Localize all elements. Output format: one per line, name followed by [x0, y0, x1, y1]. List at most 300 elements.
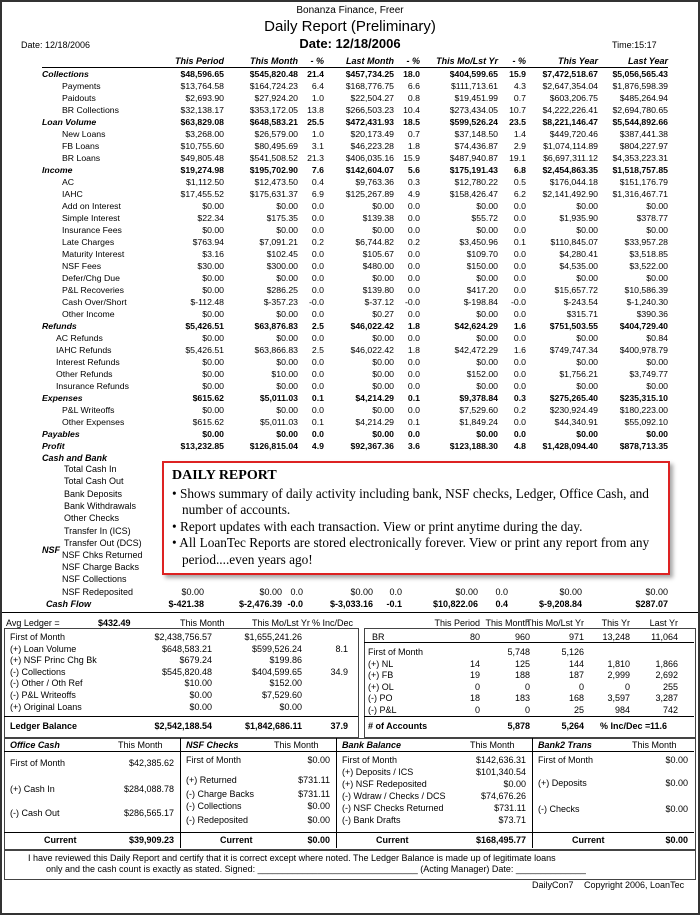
- nsf-redeposited-value: $0.00: [455, 587, 478, 597]
- row-value: $1,849.24: [459, 417, 498, 427]
- row-value: $615.62: [192, 393, 224, 403]
- row-value: $266,503.23: [345, 105, 394, 115]
- row-value: $0.00: [372, 369, 394, 379]
- row-value: $0.00: [576, 201, 598, 211]
- row-value: $0.00: [202, 405, 224, 415]
- ledger-balance-a: $2,542,188.54: [154, 721, 212, 731]
- row-value: $0.00: [276, 309, 298, 319]
- row-value: 0.1: [311, 417, 324, 427]
- cash-bank-item: Transfer In (ICS): [64, 525, 131, 536]
- summary-row: [42, 272, 668, 284]
- row-value: 0.8: [407, 93, 420, 103]
- row-value: $0.00: [276, 405, 298, 415]
- accounts-row-value: 14: [469, 658, 480, 669]
- row-value: $449,720.46: [549, 129, 598, 139]
- accounts-row-value: 187: [568, 670, 584, 681]
- summary-row: [42, 188, 668, 200]
- ledger-row-lst-yr: $152.00: [269, 678, 302, 689]
- summary-row: [42, 116, 668, 128]
- cash-bank-item: Transfer Out (DCS): [64, 537, 142, 548]
- summary-row: [42, 200, 668, 212]
- row-value: $230,924.49: [549, 405, 598, 415]
- nsf-label: NSF: [42, 545, 60, 555]
- row-value: 0.0: [407, 369, 420, 379]
- row-value: $3,749.77: [629, 369, 668, 379]
- company-name: Bonanza Finance, Freer: [296, 5, 404, 16]
- nsf-checks-row-value: $731.11: [298, 789, 330, 799]
- row-label: Simple Interest: [62, 213, 120, 223]
- office-cash-current-value: $39,909.23: [128, 835, 174, 845]
- row-value: $1,316,467.71: [612, 189, 668, 199]
- row-value: $0.27: [372, 309, 394, 319]
- cash-bank-item: Bank Deposits: [64, 488, 123, 499]
- row-label: P&L Writeoffs: [62, 405, 115, 415]
- row-value: $175,631.37: [249, 189, 298, 199]
- row-value: $0.00: [476, 273, 498, 283]
- ledger-col-pct: % Inc/Dec: [312, 618, 354, 628]
- summary-row: [42, 428, 668, 440]
- row-value: $139.38: [362, 213, 394, 223]
- row-value: $480.00: [362, 261, 394, 271]
- row-value: $-112.48: [190, 297, 224, 307]
- row-value: $46,022.42: [350, 321, 394, 331]
- ledger-row-this-month: $648,583.21: [161, 643, 212, 654]
- row-value: $13,764.58: [180, 81, 224, 91]
- nsf-checks-row-value: $0.00: [307, 755, 330, 765]
- row-value: -0.0: [405, 297, 420, 307]
- row-value: 4.3: [513, 81, 526, 91]
- cash-bank-item: Total Cash Out: [64, 476, 124, 487]
- row-value: $0.00: [202, 225, 224, 235]
- row-value: $3,518.85: [629, 249, 668, 259]
- accounts-row-label: (-) PO: [368, 693, 393, 704]
- row-value: $390.36: [636, 309, 668, 319]
- row-value: $0.00: [646, 381, 668, 391]
- accounts-row-value: 0: [624, 681, 630, 692]
- summary-row: [42, 152, 668, 164]
- accounts-br-value: 960: [514, 632, 530, 642]
- accounts-col: Last Yr: [649, 618, 678, 628]
- nsf-item: NSF Charge Backs: [62, 562, 140, 573]
- bank-balance-title: Bank Balance: [342, 740, 402, 750]
- bank-balance-row-label: (-) NSF Checks Returned: [342, 803, 444, 813]
- nsf-checks-col: This Month: [274, 740, 319, 750]
- row-value: $599,526.24: [449, 117, 498, 127]
- bank-balance-row-value: $731.11: [494, 803, 526, 813]
- summary-row: [42, 380, 668, 392]
- row-value: $1,518,757.85: [612, 165, 668, 175]
- row-value: 1.8: [407, 321, 420, 331]
- row-value: $1,876,598.39: [612, 81, 668, 91]
- row-value: $0.00: [202, 273, 224, 283]
- row-label: Other Expenses: [62, 417, 125, 427]
- row-value: 4.8: [513, 441, 526, 451]
- accounts-row-value: 18: [469, 693, 480, 704]
- ledger-row-label: (-) Other / Oth Ref: [10, 678, 83, 689]
- row-value: $235,315.10: [619, 393, 668, 403]
- row-value: $102.45: [266, 249, 298, 259]
- summary-table: [42, 55, 668, 452]
- row-value: $406,035.16: [345, 153, 394, 163]
- row-value: $152.00: [466, 369, 498, 379]
- row-value: 0.0: [311, 285, 324, 295]
- row-label: Other Income: [62, 309, 115, 319]
- cash-flow-value: $-2,476.39: [238, 599, 282, 609]
- row-value: 25.5: [307, 117, 324, 127]
- row-value: $168,776.75: [345, 81, 394, 91]
- row-value: 4.9: [407, 189, 420, 199]
- row-label: BR Collections: [62, 105, 119, 115]
- nsf-redeposited-value: $0.00: [645, 587, 668, 597]
- row-value: $44,340.91: [554, 417, 598, 427]
- row-label: NSF Fees: [62, 261, 102, 271]
- summary-row: [42, 128, 668, 140]
- office-cash-row-value: $42,385.62: [128, 758, 174, 768]
- row-value: $10,755.60: [180, 141, 224, 151]
- ledger-row-label: (+) Original Loans: [10, 701, 82, 712]
- bank2-trans-current-label: Current: [572, 835, 605, 845]
- row-value: $12,780.22: [454, 177, 498, 187]
- accounts-row-value: 188: [514, 670, 530, 681]
- accounts-row-value: 0: [474, 681, 480, 692]
- row-value: $46,022.42: [350, 345, 394, 355]
- row-value: $55,092.10: [624, 417, 668, 427]
- row-value: 0.0: [407, 285, 420, 295]
- row-value: $0.00: [576, 357, 598, 367]
- accounts-row-value: 2,999: [607, 670, 630, 681]
- row-value: 21.3: [307, 153, 324, 163]
- row-value: $648,583.21: [249, 117, 298, 127]
- row-value: 10.7: [509, 105, 526, 115]
- row-value: $417.20: [466, 285, 498, 295]
- row-value: 0.1: [311, 393, 324, 403]
- bank-balance-current-label: Current: [376, 835, 409, 845]
- row-label: Cash Over/Short: [62, 297, 127, 307]
- row-label: Other Refunds: [56, 369, 113, 379]
- nsf-checks-row-value: $0.00: [307, 815, 330, 825]
- row-value: $0.00: [202, 201, 224, 211]
- ledger-row-lst-yr: $599,526.24: [251, 643, 302, 654]
- row-label: Collections: [42, 69, 89, 79]
- row-value: $150.00: [466, 261, 498, 271]
- nsf-checks-row-label: (+) Returned: [186, 775, 237, 785]
- bank2-trans-row-value: $0.00: [665, 778, 688, 788]
- row-value: $3,268.00: [185, 129, 224, 139]
- row-value: 0.0: [407, 249, 420, 259]
- row-value: 0.0: [513, 249, 526, 259]
- row-value: $105.67: [362, 249, 394, 259]
- row-value: 10.4: [403, 105, 420, 115]
- row-value: $37,148.50: [454, 129, 498, 139]
- row-value: $142,604.07: [345, 165, 394, 175]
- cash-bank-item: Total Cash In: [64, 464, 117, 474]
- row-label: AC Refunds: [56, 333, 103, 343]
- row-value: $353,172.05: [249, 105, 298, 115]
- row-value: $485,264.94: [619, 93, 668, 103]
- office-cash-current-line: [4, 832, 180, 833]
- row-value: 2.9: [513, 141, 526, 151]
- row-value: $5,426.51: [185, 321, 224, 331]
- bank-balance-row-label: (-) Wdraw / Checks / DCS: [342, 791, 446, 801]
- row-value: $749,747.34: [549, 345, 598, 355]
- bank-balance-row-value: $74,676.26: [480, 791, 526, 801]
- ledger-row-pct: 8.1: [335, 643, 348, 654]
- row-value: $457,734.25: [345, 69, 394, 79]
- row-value: 23.5: [509, 117, 526, 127]
- row-value: $42,624.29: [454, 321, 498, 331]
- callout-bullet: • Report updates with each transaction. View or print anytime during the day.: [172, 519, 660, 536]
- office-cash-row-value: $286,565.17: [123, 808, 174, 818]
- accounts-row-value: 0: [524, 705, 530, 715]
- ledger-divider: [4, 716, 358, 717]
- row-value: $751,503.55: [549, 321, 598, 331]
- row-value: $7,529.60: [459, 405, 498, 415]
- accounts-row-label: (+) NL: [368, 658, 394, 669]
- row-value: 0.2: [407, 237, 420, 247]
- row-value: $10.00: [271, 369, 298, 379]
- row-value: 15.9: [403, 153, 420, 163]
- row-value: 0.3: [513, 393, 526, 403]
- row-value: $0.00: [372, 405, 394, 415]
- ledger-row-lst-yr: $0.00: [279, 701, 302, 712]
- ledger-balance-c: 37.9: [330, 721, 348, 731]
- row-value: $0.00: [476, 429, 498, 439]
- row-value: 0.0: [407, 405, 420, 415]
- bank2-trans-row-label: (+) Deposits: [538, 778, 587, 788]
- certify-line-1: I have reviewed this Daily Report and certify that it is correct except where noted. The Ledger Balance is made up of legitimate loans: [28, 853, 556, 863]
- accounts-row-value: 3,597: [607, 693, 630, 704]
- bank-balance-row-value: $142,636.31: [475, 755, 526, 765]
- row-value: $74,436.87: [454, 141, 498, 151]
- row-value: $48,596.65: [180, 69, 224, 79]
- summary-row: [42, 332, 668, 344]
- nsf-checks-current-line: [180, 832, 336, 833]
- row-value: 1.6: [513, 345, 526, 355]
- ledger-row-lst-yr: $199.86: [269, 655, 302, 666]
- row-value: $2,693.90: [185, 93, 224, 103]
- row-value: $0.00: [372, 273, 394, 283]
- row-value: 0.0: [311, 333, 324, 343]
- row-value: $0.00: [476, 201, 498, 211]
- row-value: $0.00: [372, 357, 394, 367]
- accounts-br-value: 971: [568, 632, 584, 642]
- accounts-total-label: # of Accounts: [368, 721, 428, 731]
- row-label: P&L Recoveries: [62, 285, 124, 295]
- row-value: 0.1: [407, 417, 420, 427]
- row-value: 0.0: [513, 213, 526, 223]
- row-label: Interest Refunds: [56, 357, 120, 367]
- accounts-row-value: 168: [568, 693, 584, 704]
- row-value: $0.00: [202, 369, 224, 379]
- row-value: 0.0: [407, 429, 420, 439]
- col-pct-2: - %: [394, 55, 420, 68]
- row-value: $4,535.00: [559, 261, 598, 271]
- cash-flow-value: $-9,208.84: [538, 599, 582, 609]
- ledger-row-pct: 34.9: [330, 666, 348, 677]
- row-label: Insurance Refunds: [56, 381, 129, 391]
- row-label: Defer/Chg Due: [62, 273, 120, 283]
- nsf-checks-row-value: $731.11: [298, 775, 330, 785]
- row-value: $-198.84: [463, 297, 498, 307]
- summary-row: [42, 368, 668, 380]
- bank2-trans-row-label: (-) Checks: [538, 804, 580, 814]
- accounts-row-value: 25: [573, 705, 584, 715]
- summary-row: [42, 104, 668, 116]
- cash-flow-value: -0.1: [386, 599, 402, 609]
- row-value: 0.0: [311, 225, 324, 235]
- row-value: 18.5: [403, 117, 420, 127]
- row-label: Payables: [42, 429, 80, 439]
- ledger-row-this-month: $0.00: [189, 690, 212, 700]
- bank-balance-row-value: $0.00: [503, 779, 526, 789]
- row-value: $6,744.82: [355, 237, 394, 247]
- row-label: Insurance Fees: [62, 225, 122, 235]
- row-value: $0.00: [646, 201, 668, 211]
- col-pct-3: - %: [498, 55, 526, 68]
- row-value: $180,223.00: [619, 405, 668, 415]
- row-value: $176,044.18: [549, 177, 598, 187]
- summary-row: [42, 164, 668, 176]
- accounts-row-value: 1,866: [655, 658, 678, 669]
- bank2-trans-row-value: $0.00: [665, 804, 688, 814]
- row-value: $9,378.84: [459, 393, 498, 403]
- row-value: $1,112.50: [185, 177, 224, 187]
- row-label: Payments: [62, 81, 101, 91]
- summary-row: [42, 212, 668, 224]
- row-value: $46,223.28: [350, 141, 394, 151]
- accounts-row-value: 3,287: [655, 693, 678, 704]
- summary-row: [42, 416, 668, 428]
- row-label: Maturity Interest: [62, 249, 125, 259]
- row-value: $0.00: [276, 333, 298, 343]
- ledger-row-lst-yr: $7,529.60: [261, 690, 302, 700]
- row-value: 15.9: [509, 69, 526, 79]
- row-label: Late Charges: [62, 237, 115, 247]
- bank-balance-current-line: [336, 832, 532, 833]
- row-value: $804,227.97: [619, 141, 668, 151]
- accounts-row-label: (+) OL: [368, 681, 394, 692]
- row-value: $0.00: [276, 225, 298, 235]
- row-value: 6.9: [311, 189, 324, 199]
- row-value: $0.00: [276, 429, 298, 439]
- nsf-redeposited-value: 0.0: [389, 587, 402, 597]
- row-value: $109.70: [466, 249, 498, 259]
- copyright: Copyright 2006, LoanTec: [584, 880, 685, 890]
- col-pct-1: - %: [298, 55, 324, 68]
- row-value: 3.1: [311, 141, 324, 151]
- row-value: $80,495.69: [254, 141, 298, 151]
- row-value: $17,455.52: [180, 189, 224, 199]
- row-value: $0.00: [476, 309, 498, 319]
- row-value: 0.0: [311, 201, 324, 211]
- row-value: $30.00: [197, 261, 224, 271]
- avg-ledger-label: Avg Ledger =: [6, 618, 60, 628]
- row-value: $7,472,518.67: [542, 69, 598, 79]
- row-value: $0.00: [372, 429, 394, 439]
- row-value: $2,141,492.90: [542, 189, 598, 199]
- ledger-row-this-month: $2,438,756.57: [154, 632, 212, 642]
- row-value: $0.00: [646, 225, 668, 235]
- row-value: $0.00: [576, 333, 598, 343]
- row-value: 0.0: [407, 357, 420, 367]
- row-value: 3.6: [407, 441, 420, 451]
- row-value: $300.00: [266, 261, 298, 271]
- summary-header-row: [42, 55, 668, 68]
- row-value: $0.00: [202, 429, 224, 439]
- ledger-col-this-month: This Month: [180, 618, 225, 628]
- row-value: 0.0: [513, 225, 526, 235]
- row-value: $487,940.87: [449, 153, 498, 163]
- row-value: $878,713.35: [619, 441, 668, 451]
- ledger-row-this-month: $545,820.48: [161, 666, 212, 677]
- row-value: $0.00: [276, 201, 298, 211]
- row-value: $0.00: [276, 273, 298, 283]
- office-cash-row-label: First of Month: [10, 758, 66, 768]
- row-value: -0.0: [511, 297, 526, 307]
- row-value: $15,657.72: [554, 285, 598, 295]
- row-value: $20,173.49: [350, 129, 394, 139]
- nsf-redeposited-value: $0.00: [350, 587, 373, 597]
- row-value: $2,694,780.65: [612, 105, 668, 115]
- report-title: Daily Report (Preliminary): [264, 18, 436, 35]
- row-value: 1.4: [513, 129, 526, 139]
- row-value: $10,586.39: [624, 285, 668, 295]
- col-this-period: This Period: [146, 55, 224, 68]
- ledger-row-this-month: $0.00: [189, 701, 212, 712]
- report-date-left: Date: 12/18/2006: [21, 40, 91, 50]
- accounts-row-value: 255: [662, 681, 678, 692]
- row-value: 0.0: [513, 333, 526, 343]
- row-value: 0.0: [513, 285, 526, 295]
- summary-row: [42, 296, 668, 308]
- row-value: $286.25: [266, 285, 298, 295]
- summary-row: [42, 92, 668, 104]
- office-cash-current-label: Current: [44, 835, 77, 845]
- ledger-row-label: First of Month: [10, 632, 66, 642]
- nsf-redeposited-value: $0.00: [259, 587, 282, 597]
- accounts-divider: [364, 642, 694, 643]
- office-cash-row-label: (-) Cash Out: [10, 808, 60, 818]
- bank2-trans-current-value: $0.00: [665, 835, 688, 845]
- col-this-year: This Year: [526, 55, 598, 68]
- row-value: $3,450.96: [459, 237, 498, 247]
- row-value: 4.9: [311, 441, 324, 451]
- row-value: 0.0: [311, 273, 324, 283]
- row-value: $26,579.00: [254, 129, 298, 139]
- summary-row: [42, 308, 668, 320]
- row-value: 6.6: [407, 81, 420, 91]
- row-value: $0.00: [576, 225, 598, 235]
- accounts-row-value: 5,748: [507, 647, 530, 657]
- row-label: AC: [62, 177, 75, 187]
- row-value: $-1,240.30: [626, 297, 668, 307]
- cash-flow-value: $-3,033.16: [329, 599, 373, 609]
- col-this-month: This Month: [224, 55, 298, 68]
- summary-row: [42, 68, 668, 81]
- ledger-row-this-month: $679.24: [179, 655, 212, 666]
- row-value: $3.16: [202, 249, 224, 259]
- accounts-row-value: 0: [524, 681, 530, 692]
- cash-flow-value: $-421.38: [168, 599, 204, 609]
- accounts-row-label: (+) FB: [368, 670, 394, 681]
- row-value: $315.71: [566, 309, 598, 319]
- summary-row: [42, 356, 668, 368]
- row-value: $0.00: [576, 381, 598, 391]
- bank-balance-row-value: $73.71: [498, 815, 526, 825]
- cash-flow-value: $287.07: [635, 599, 668, 609]
- row-value: $0.00: [202, 309, 224, 319]
- row-value: $1,756.21: [559, 369, 598, 379]
